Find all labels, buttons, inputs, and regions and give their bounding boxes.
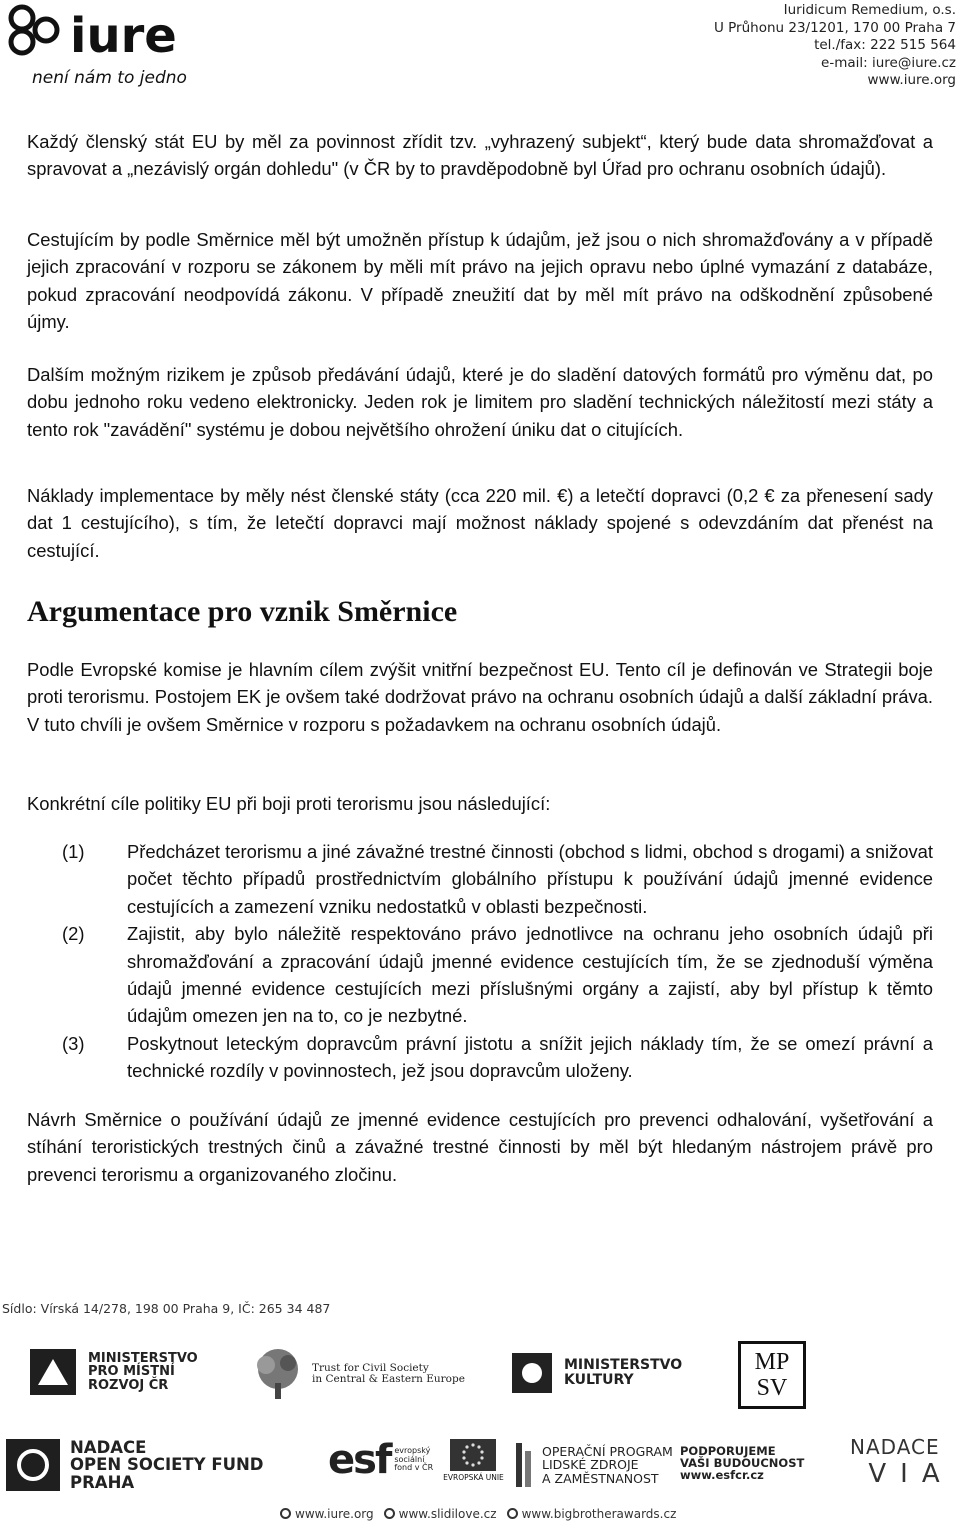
paragraph-commission-goal: Podle Evropské komise je hlavním cílem zvýšit vnitřní bezpečnost EU. Tento cíl je definován ve Strategii boje proti terorismu. Postojem EK je ovšem také dodržovat právo na ochranu osobních údajů a další základní práva. V tuto chvíli je ovšem Směrnice v rozporu s požadavkem na ochranu osobních údajů. <box>27 659 933 735</box>
op-line: A ZAMĚSTNANOST <box>542 1470 659 1486</box>
esfcr-line[interactable]: www.esfcr.cz <box>680 1468 764 1483</box>
osf-line: OPEN SOCIETY FUND <box>70 1455 264 1475</box>
list-number: (3) <box>62 1032 85 1054</box>
paragraph-designated-entity: Každý členský stát EU by měl za povinnost zřídit tzv. „vyhrazený subjekt“, který bude data shromažďovat a spravovat a „nezávislý orgán dohledu" (v ČR by to pravděpodobně byl Úřad pro ochranu osobních údajů). <box>27 131 933 180</box>
contact-web[interactable]: www.iure.org <box>867 72 956 89</box>
logo-mmr <box>28 1347 198 1397</box>
paragraph-costs: Náklady implementace by měly nést členské státy (cca 220 mil. €) a letečtí dopravci (0,2 € za přenesení sady dat 1 cestujícího), s tím, že letečtí dopravci mají možnost náklady spojené s odevzdáním dat přenést na cestující. <box>27 485 933 561</box>
list-text: Zajistit, aby bylo náležitě respektováno právo jednotlivce na ochranu jeho osobních údajů při shromažďování a zpracování údajů jmenné evidence cestujících tím, že se zjednoduší výměna údajů jmenné evidence cestujících mezi příslušnými orgány a zajistí, aby byl přístup k těmto údajům omezen jen na to, co je nezbytné. <box>127 923 933 1027</box>
contact-email[interactable]: e-mail: iure@iure.cz <box>821 54 956 71</box>
mmr-emblem-icon <box>28 1347 78 1397</box>
list-number: (2) <box>62 923 85 945</box>
seat-address: Sídlo: Vírská 14/278, 198 00 Praha 9, IČ: 265 34 487 <box>2 1301 331 1316</box>
goals-list <box>27 838 933 1085</box>
logo-mk <box>510 1351 682 1395</box>
esf-line: sociální <box>394 1454 425 1464</box>
contact-block <box>714 2 956 90</box>
mmr-line: ROZVOJ ČR <box>88 1377 169 1393</box>
tree-icon <box>248 1347 308 1401</box>
logo-wordmark: iure <box>70 8 177 64</box>
logo-trust <box>248 1347 465 1401</box>
mmr-line: MINISTERSTVO <box>88 1350 198 1366</box>
circle-bullet-icon <box>507 1508 518 1519</box>
url-item[interactable] <box>507 1507 677 1521</box>
paragraph-proposal: Návrh Směrnice o používání údajů ze jmenné evidence cestujících pro prevenci odhalování, vyšetřování a stíhání teroristických trestných činů a závažné trestné činnosti by měl být hledaným nástrojem právě pro prevenci terorismu a organizovaného zločinu. <box>27 1109 933 1185</box>
osf-line: NADACE <box>70 1438 147 1458</box>
logo-esfcr <box>680 1445 804 1481</box>
url-item[interactable] <box>384 1507 497 1521</box>
paragraph-transfer-risk: Dalším možným rizikem je způsob předávání údajů, které je do sladění datových formátů pro výměnu dat, po dobu jednoho roku vedeno elektronicky. Jeden rok je limitem pro sladění technických náležitostí mezi státy a tento rok "zavádění" systému je dobou největšího ohrožení úniku dat o citujících. <box>27 364 933 440</box>
via-line: NADACE <box>850 1435 940 1459</box>
esf-line: evropský <box>394 1446 431 1456</box>
url-iure[interactable]: www.iure.org <box>295 1507 374 1521</box>
contact-phone: tel./fax: 222 515 564 <box>814 37 956 54</box>
circle-bullet-icon <box>384 1508 395 1519</box>
list-item <box>27 920 933 1030</box>
url-bba[interactable]: www.bigbrotherawards.cz <box>521 1507 677 1521</box>
list-text: Poskytnout leteckým dopravcům právní jistotu a snížit jejich náklady tím, že se omezí právní a technické rozdíly v povinnostech, jež jsou dopravcům uloženy. <box>127 1032 933 1082</box>
letterhead <box>0 0 960 100</box>
op-emblem-icon <box>514 1441 534 1489</box>
url-slidilove[interactable]: www.slidilove.cz <box>398 1507 497 1521</box>
iure-rings-icon <box>2 2 66 62</box>
logo-op-lzz <box>514 1441 673 1489</box>
esfcr-line: PODPORUJEME <box>680 1444 776 1458</box>
via-line: VIA <box>868 1459 954 1489</box>
mpsv-line: SV <box>756 1375 788 1401</box>
url-item[interactable] <box>280 1507 374 1521</box>
esf-line: fond v ČR <box>394 1463 434 1473</box>
footer-urls <box>280 1507 676 1521</box>
list-text: Předcházet terorismu a jiné závažné trestné činnosti (obchod s lidmi, obchod s drogami) a snižovat počet těchto případů prostřednictvím globálního přístupu k používání údajů jmenné evidence cestujících a zamezení vzniku nedostatků v oblasti bezpečnosti. <box>127 841 933 917</box>
paragraph-passenger-rights: Cestujícím by podle Směrnice měl být umožněn přístup k údajům, jež jsou o nich shromažďovány a v případě jejich zpracování v rozporu se zákonem by měli mít právo na jejich opravu nebo úplné vymazání z databáze, pokud zpracování neodpovídá zákonu. V případě zneužití dat by měl mít právo na odškodnění způsobené újmy. <box>27 229 933 333</box>
osf-line: PRAHA <box>70 1472 135 1492</box>
op-line: OPERAČNÍ PROGRAM <box>542 1444 673 1460</box>
list-number: (1) <box>62 841 85 862</box>
logo-mpsv <box>738 1341 806 1409</box>
list-item <box>27 838 933 920</box>
mmr-line: PRO MÍSTNÍ <box>88 1364 175 1380</box>
paragraph-goals-intro: Konkrétní cíle politiky EU při boji proti terorismu jsou následující: <box>27 793 551 814</box>
logo-tagline: není nám to jedno <box>32 68 187 88</box>
contact-org: Iuridicum Remedium, o.s. <box>783 2 956 18</box>
trust-line: Trust for Civil Society <box>312 1361 429 1374</box>
trust-line: in Central & Eastern Europe <box>312 1373 465 1385</box>
osf-emblem-icon <box>4 1437 62 1493</box>
list-item <box>27 1030 933 1085</box>
mpsv-line: MP <box>754 1349 790 1375</box>
eu-label: EVROPSKÁ UNIE <box>443 1472 504 1482</box>
op-line: LIDSKÉ ZDROJE <box>542 1457 639 1473</box>
logo-osf <box>4 1437 264 1493</box>
circle-bullet-icon <box>280 1508 291 1519</box>
logo-nadace-via <box>850 1435 954 1489</box>
section-heading: Argumentace pro vznik Směrnice <box>27 595 458 628</box>
mk-line: KULTURY <box>564 1372 634 1388</box>
contact-address: U Průhonu 23/1201, 170 00 Praha 7 <box>713 19 956 36</box>
esfcr-line: VAŠI BUDOUCNOST <box>680 1456 805 1471</box>
mk-line: MINISTERSTVO <box>564 1357 683 1374</box>
mk-emblem-icon <box>510 1351 554 1395</box>
sponsor-footer <box>0 1295 960 1523</box>
logo-esf: esf evropský sociální fond v ČR EVROPSKÁ UNIE <box>328 1437 504 1483</box>
eu-flag-icon <box>450 1439 496 1471</box>
iure-logo <box>0 0 200 95</box>
